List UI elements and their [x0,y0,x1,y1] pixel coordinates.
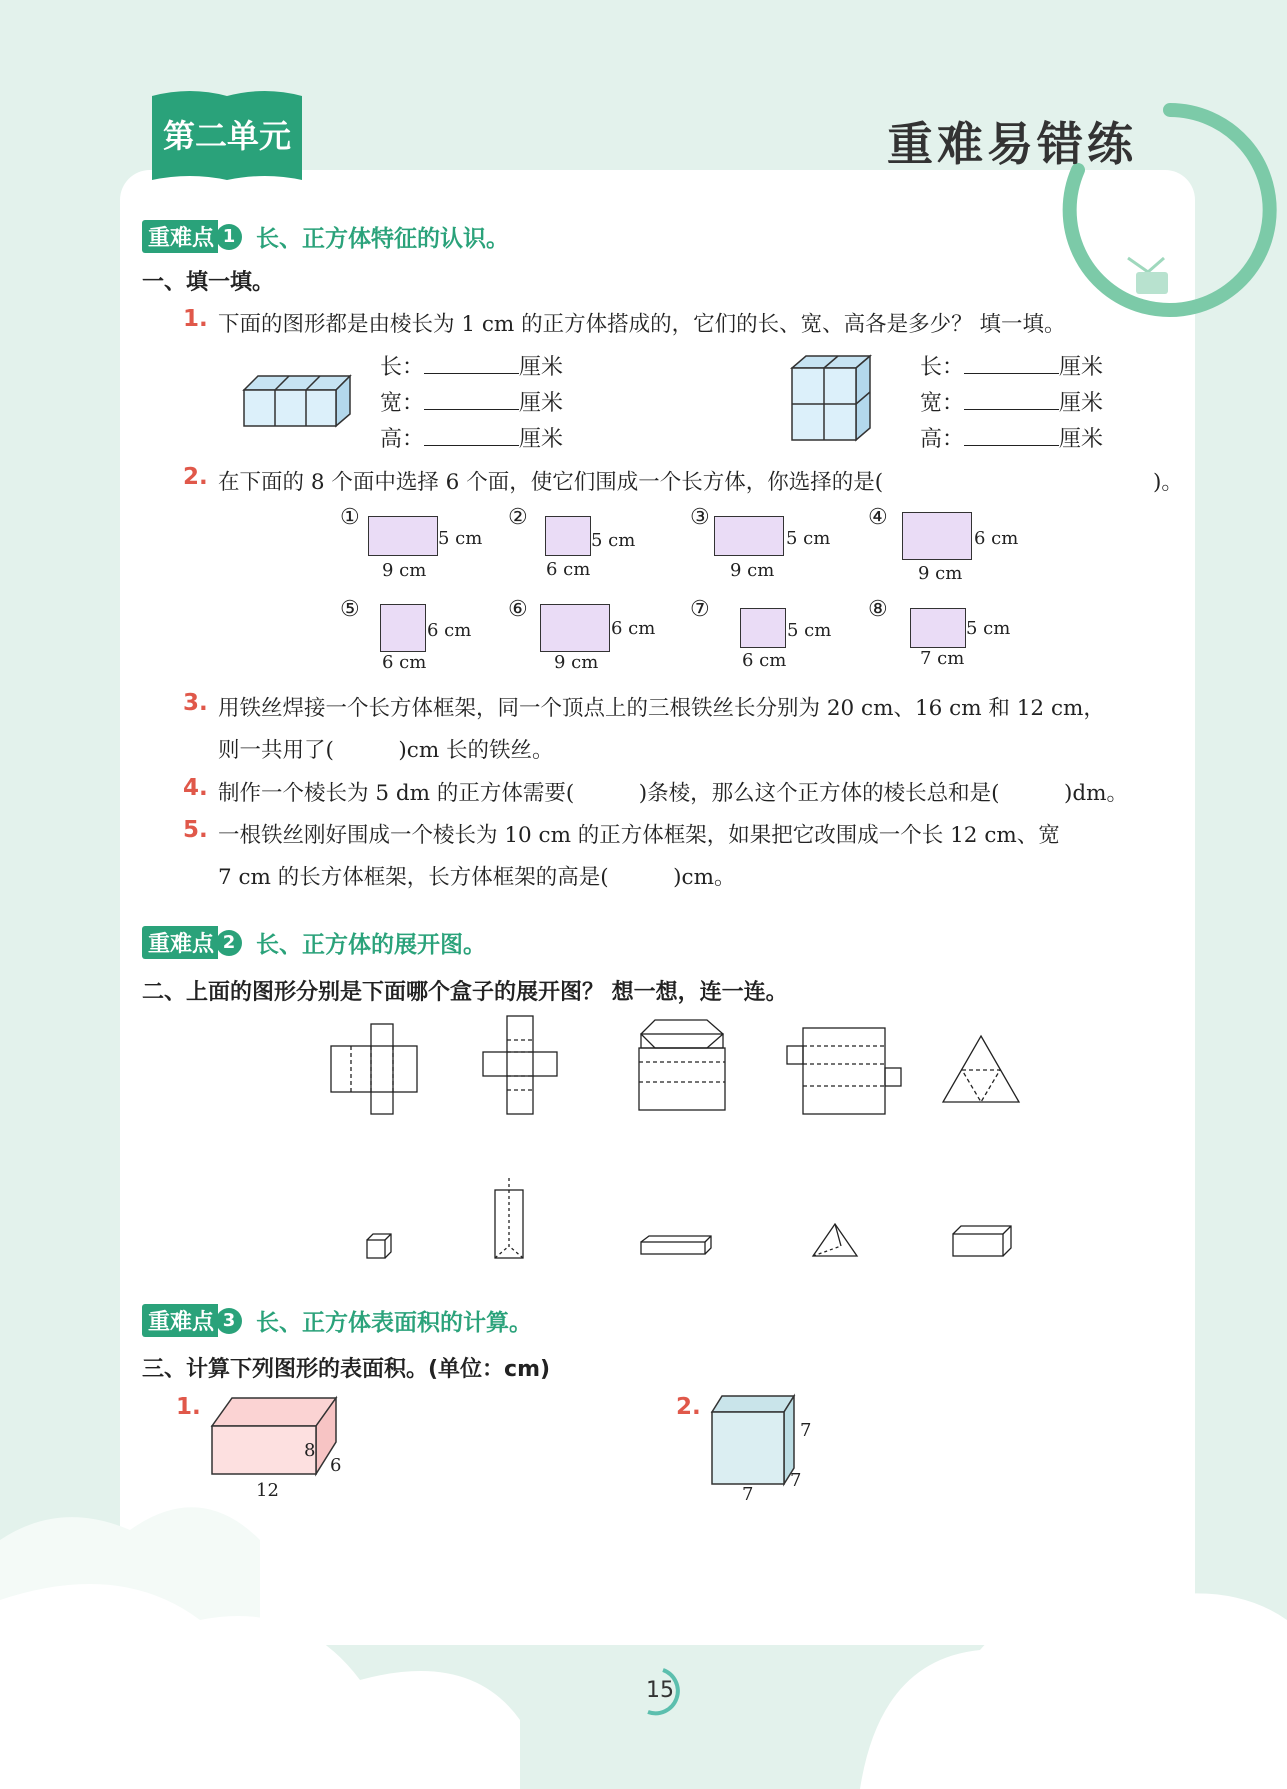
q2-number: 2. [183,464,208,490]
face-rectangle [740,608,786,648]
blank-label: 高： [920,427,965,452]
face-rectangle [902,512,972,560]
q3-line1: 用铁丝焊接一个长方体框架，同一个顶点上的三根铁丝长分别为 20 cm、16 cm 和 12 cm， [218,696,1105,721]
face-label: ③ [690,505,710,530]
p3-q2-number: 2. [676,1394,701,1420]
key-point-title: 长、正方体表面积的计算。 [256,1310,533,1336]
face-width: 6 cm [382,652,427,673]
face-label: ① [340,505,360,530]
key-point-badge: 重难点 [142,220,218,253]
face-label: ④ [868,505,888,530]
box-cube [367,1234,391,1258]
face-height: 6 cm [611,618,656,639]
face-height: 5 cm [438,528,483,549]
box-long-cuboid [953,1226,1011,1256]
q1-blanks-right [920,350,1103,458]
page-title: 重难易错练 [887,117,1137,171]
cube-row-figure [240,368,365,430]
key-point-1 [142,220,509,253]
blank-unit: 厘米 [1059,427,1104,452]
blank-unit: 厘米 [519,427,564,452]
face-label: ⑦ [690,597,710,622]
face-height: 5 cm [591,530,636,551]
q1-number: 1. [183,306,208,332]
answer-blank[interactable] [964,425,1059,446]
face-rectangle [545,516,591,556]
answer-blank[interactable] [964,389,1059,410]
blank-label: 高： [380,427,425,452]
q5-number: 5. [183,817,208,843]
key-point-badge: 重难点 [142,1304,218,1337]
key-point-title: 长、正方体特征的认识。 [256,226,510,252]
blank-unit: 厘米 [1059,391,1104,416]
face-width: 6 cm [742,650,787,671]
key-point-3 [142,1304,532,1337]
blank-unit: 厘米 [1059,355,1104,380]
page-number: 15 [646,1678,674,1703]
face-label: ② [508,505,528,530]
net-2 [483,1016,557,1114]
blank-label: 宽： [920,391,965,416]
key-point-title: 长、正方体的展开图。 [256,932,487,958]
cuboid-length: 12 [256,1480,279,1501]
face-height: 5 cm [966,618,1011,639]
q5-line1: 一根铁丝刚好围成一个棱长为 10 cm 的正方体框架，如果把它改围成一个长 12 cm、宽 [218,823,1060,848]
key-point-number: 3 [216,1308,242,1334]
face-rectangle [368,516,438,556]
q2-text: 在下面的 8 个面中选择 6 个面，使它们围成一个长方体，你选择的是( [218,470,884,495]
answer-blank[interactable] [424,353,519,374]
key-point-2 [142,926,486,959]
face-height: 6 cm [974,528,1019,549]
box-pyramid [813,1224,857,1256]
nets-row [325,1012,1025,1116]
q1-text: 下面的图形都是由棱长为 1 cm 的正方体搭成的，它们的长、宽、高各是多少？ 填一填。 [218,312,1066,337]
net-4 [787,1028,901,1114]
face-rectangle [714,516,784,556]
boxes-row [355,1176,1015,1266]
part1-heading: 一、填一填。 [142,270,275,295]
face-label: ⑤ [340,597,360,622]
face-height: 6 cm [427,620,472,641]
key-point-badge: 重难点 [142,926,218,959]
p3-q1-number: 1. [176,1394,201,1420]
q4-text: 制作一个棱长为 5 dm 的正方体需要( )条棱，那么这个正方体的棱长总和是( )dm。 [218,781,1129,806]
blank-unit: 厘米 [519,391,564,416]
net-3 [639,1020,725,1110]
box-tall-prism [495,1178,523,1258]
face-rectangle [910,608,966,648]
answer-blank[interactable] [424,389,519,410]
box-flat-cuboid [641,1236,711,1254]
cube-stack-figure [788,352,878,444]
blank-unit: 厘米 [519,355,564,380]
key-point-number: 1 [216,224,242,250]
blank-label: 长： [920,355,965,380]
face-width: 6 cm [546,559,591,580]
cube-edge-b: 7 [790,1470,802,1491]
face-width: 9 cm [382,560,427,581]
face-label: ⑧ [868,597,888,622]
q3-line2: 则一共用了( )cm 长的铁丝。 [218,738,554,763]
cuboid-figure [206,1390,346,1486]
face-rectangle [380,604,426,652]
part3-heading: 三、计算下列图形的表面积。(单位：cm) [142,1357,551,1382]
cuboid-height: 8 [304,1440,316,1461]
face-rectangle [540,604,610,652]
blank-label: 长： [380,355,425,380]
cube-edge-a: 7 [800,1420,812,1441]
face-height: 5 cm [787,620,832,641]
q4-number: 4. [183,775,208,801]
face-height: 5 cm [786,528,831,549]
q2-close: )。 [1153,470,1183,495]
cube-edge-c: 7 [742,1484,754,1505]
q3-number: 3. [183,690,208,716]
answer-blank[interactable] [424,425,519,446]
blank-label: 宽： [380,391,425,416]
face-label: ⑥ [508,597,528,622]
key-point-number: 2 [216,930,242,956]
face-width: 9 cm [730,560,775,581]
q1-blanks-left [380,350,563,458]
face-width: 7 cm [920,648,965,669]
q5-line2: 7 cm 的长方体框架，长方体框架的高是( )cm。 [218,865,736,890]
face-width: 9 cm [918,563,963,584]
net-1 [331,1024,417,1114]
net-5 [943,1036,1019,1102]
cuboid-width: 6 [330,1455,342,1476]
face-width: 9 cm [554,652,599,673]
part2-heading: 二、上面的图形分别是下面哪个盒子的展开图？ 想一想，连一连。 [142,980,788,1005]
unit-tab: 第二单元 [162,117,291,155]
answer-blank[interactable] [964,353,1059,374]
